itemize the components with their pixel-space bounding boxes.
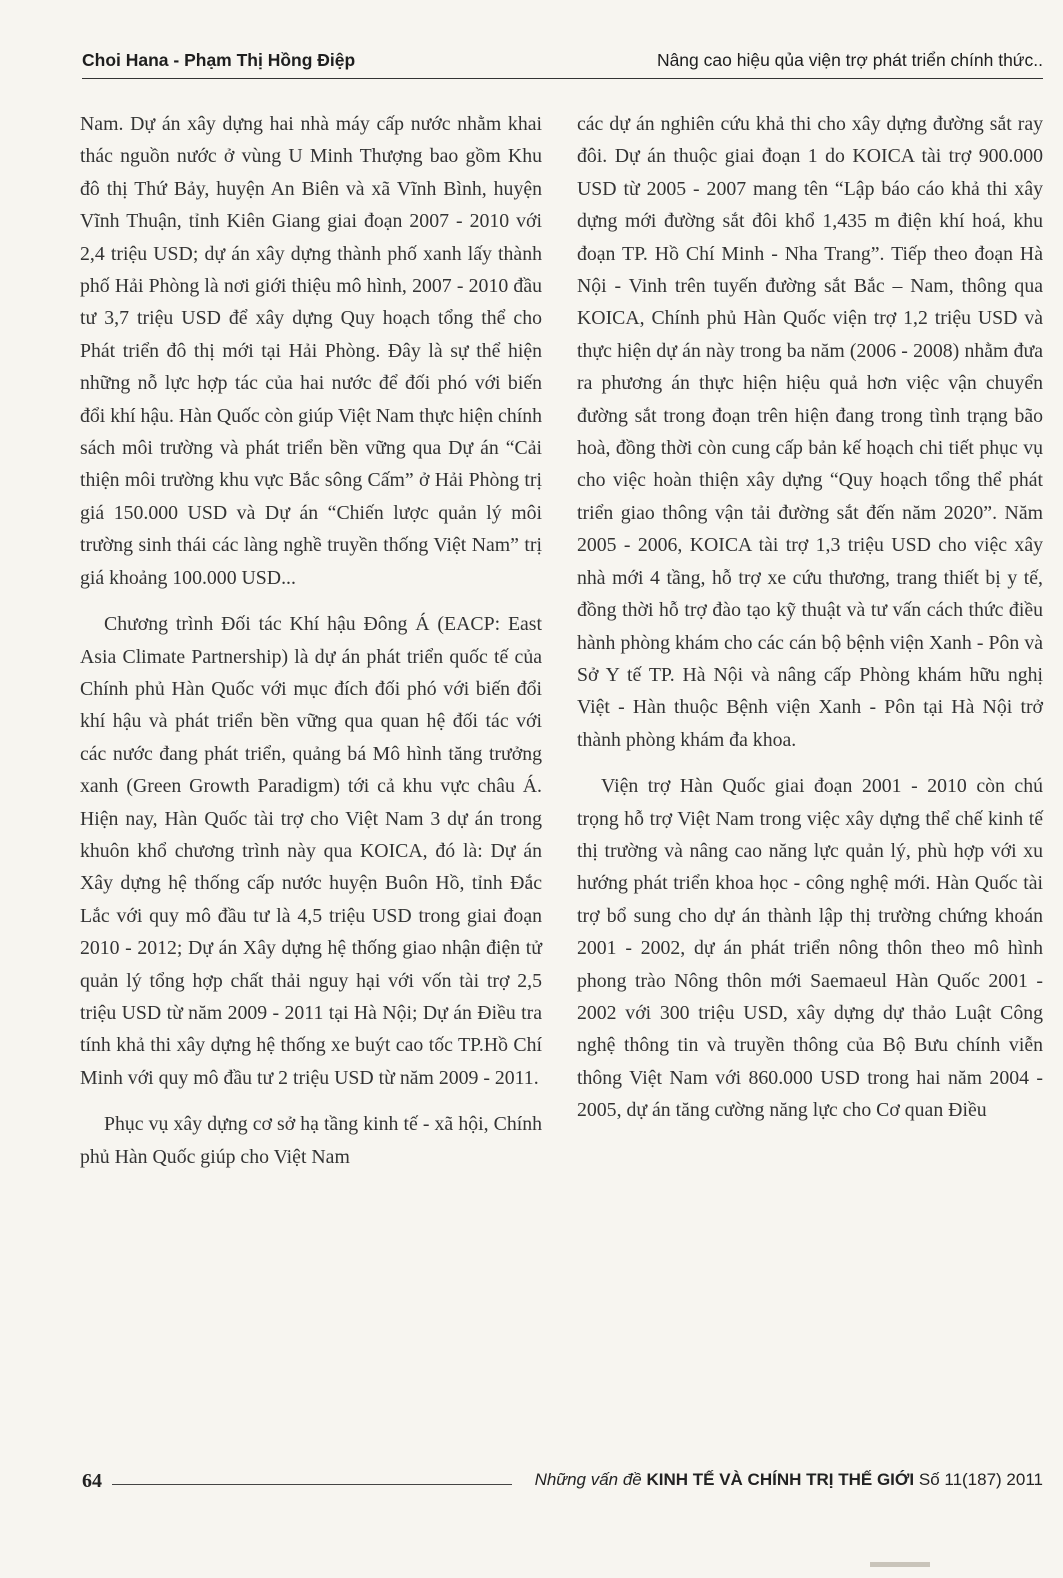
paragraph: Viện trợ Hàn Quốc giai đoạn 2001 - 2010 còn chú trọng hỗ trợ Việt Nam trong việc xây dựng thể chế kinh tế thị trường và nâng cao năng lực quản lý, phù hợp với xu hướng phát triển khoa học - công nghệ mới. Hàn Quốc tài trợ bổ sung cho dự án thành lập thị trường chứng khoán 2001 - 2002, dự án phát triển nông thôn theo mô hình phong trào Nông thôn mới Saemaeul Hàn Quốc 2001 - 2002 với 300 triệu USD, xây dựng dự thảo Luật Công nghệ thông tin và truyền thông của Bộ Bưu chính viễn thông Việt Nam với 860.000 USD trong hai năm 2004 - 2005, dự án tăng cường năng lực cho Cơ quan Điều (577, 775, 1043, 1122)
page-footer (82, 1470, 1043, 1500)
page-number: 64 (82, 1470, 102, 1492)
paragraph: Chương trình Đối tác Khí hậu Đông Á (EACP: East Asia Climate Partnership) là dự án phát triển quốc tế của Chính phủ Hàn Quốc với mục đích đối phó với biến đổi khí hậu và phát triển bền vững qua quan hệ đối tác với các nước đang phát triển, quảng bá Mô hình tăng trưởng xanh (Green Growth Paradigm) tới cả khu vực châu Á. Hiện nay, Hàn Quốc tài trợ cho Việt Nam 3 dự án trong khuôn khổ chương trình này qua KOICA, đó là: Dự án Xây dựng hệ thống cấp nước huyện Buôn Hồ, tỉnh Đắc Lắc với quy mô đầu tư là 4,5 triệu USD trong giai đoạn 2010 - 2012; Dự án Xây dựng hệ thống giao nhận điện tử quản lý tổng hợp chất thải nguy hại với vốn tài trợ 2,5 triệu USD từ năm 2009 - 2011 tại Hà Nội; Dự án Điều tra tính khả thi xây dựng hệ thống xe buýt cao tốc TP.Hồ Chí Minh với quy mô đầu tư 2 triệu USD từ năm 2009 - 2011. (80, 613, 542, 1089)
header-running-title: Nâng cao hiệu qủa viện trợ phát triển chính thức.. (656, 50, 1043, 70)
footer-rule (112, 1484, 512, 1485)
scan-artifact (870, 1562, 930, 1567)
journal-title-italic: Những vấn đề (534, 1470, 642, 1489)
journal-title (535, 1470, 1043, 1490)
right-column (577, 108, 1043, 1141)
header-authors: Choi Hana - Phạm Thị Hồng Điệp (82, 50, 356, 70)
paragraph: các dự án nghiên cứu khả thi cho xây dựng đường sắt ray đôi. Dự án thuộc giai đoạn 1 do KOICA tài trợ 900.000 USD từ 2005 - 2007 mang tên “Lập báo cáo khả thi xây dựng mới đường sắt đôi khổ 1,435 m điện khí hoá, khu đoạn TP. Hồ Chí Minh - Nha Trang”. Tiếp theo đoạn Hà Nội - Vinh trên tuyến đường sắt Bắc – Nam, thông qua KOICA, Chính phủ Hàn Quốc viện trợ 1,2 triệu USD và thực hiện dự án này trong ba năm (2006 - 2008) nhằm đưa ra phương án thực hiện hiệu quả hơn việc vận chuyển đường sắt trong đoạn trên hiện đang trong tình trạng bão hoà, đồng thời còn cung cấp bản kế hoạch chi tiết phục vụ cho việc hoàn thiện xây dựng “Quy hoạch tổng thể phát triển giao thông vận tải đường sắt đến năm 2020”. Năm 2005 - 2006, KOICA tài trợ 1,3 triệu USD cho việc xây nhà mới 4 tầng, hỗ trợ xe cứu thương, trang thiết bị y tế, đồng thời hỗ trợ đào tạo kỹ thuật và tư vấn cách thức điều hành phòng khám cho các cán bộ bệnh viện Xanh - Pôn và Sở Y tế TP. Hà Nội và nâng cấp Phòng khám hữu nghị Việt - Hàn thuộc Bệnh viện Xanh - Pôn tại Hà Nội trở thành phòng khám đa khoa. (577, 113, 1043, 751)
paragraph: Phục vụ xây dựng cơ sở hạ tầng kinh tế - xã hội, Chính phủ Hàn Quốc giúp cho Việt Nam (80, 1113, 542, 1168)
header-rule (82, 78, 1043, 79)
paragraph: Nam. Dự án xây dựng hai nhà máy cấp nước nhằm khai thác nguồn nước ở vùng U Minh Thượng bao gồm Khu đô thị Thứ Bảy, huyện An Biên và xã Vĩnh Bình, huyện Vĩnh Thuận, tỉnh Kiên Giang giai đoạn 2007 - 2010 với 2,4 triệu USD; dự án xây dựng thành phố xanh lấy thành phố Hải Phòng là nơi giới thiệu mô hình, 2007 - 2010 đầu tư 3,7 triệu USD để xây dựng Quy hoạch tổng thể cho Phát triển đô thị mới tại Hải Phòng. Đây là sự thể hiện những nỗ lực hợp tác của hai nước để đối phó với biến đổi khí hậu. Hàn Quốc còn giúp Việt Nam thực hiện chính sách môi trường và phát triển bền vững qua Dự án “Cải thiện môi trường khu vực Bắc sông Cấm” ở Hải Phòng trị giá 150.000 USD và Dự án “Chiến lược quản lý môi trường sinh thái các làng nghề truyền thống Việt Nam” trị giá khoảng 100.000 USD... (80, 113, 542, 589)
left-column (80, 108, 542, 1187)
journal-issue: Số 11(187) 2011 (918, 1470, 1043, 1489)
journal-title-bold: KINH TẾ VÀ CHÍNH TRỊ THẾ GIỚI (646, 1470, 915, 1489)
